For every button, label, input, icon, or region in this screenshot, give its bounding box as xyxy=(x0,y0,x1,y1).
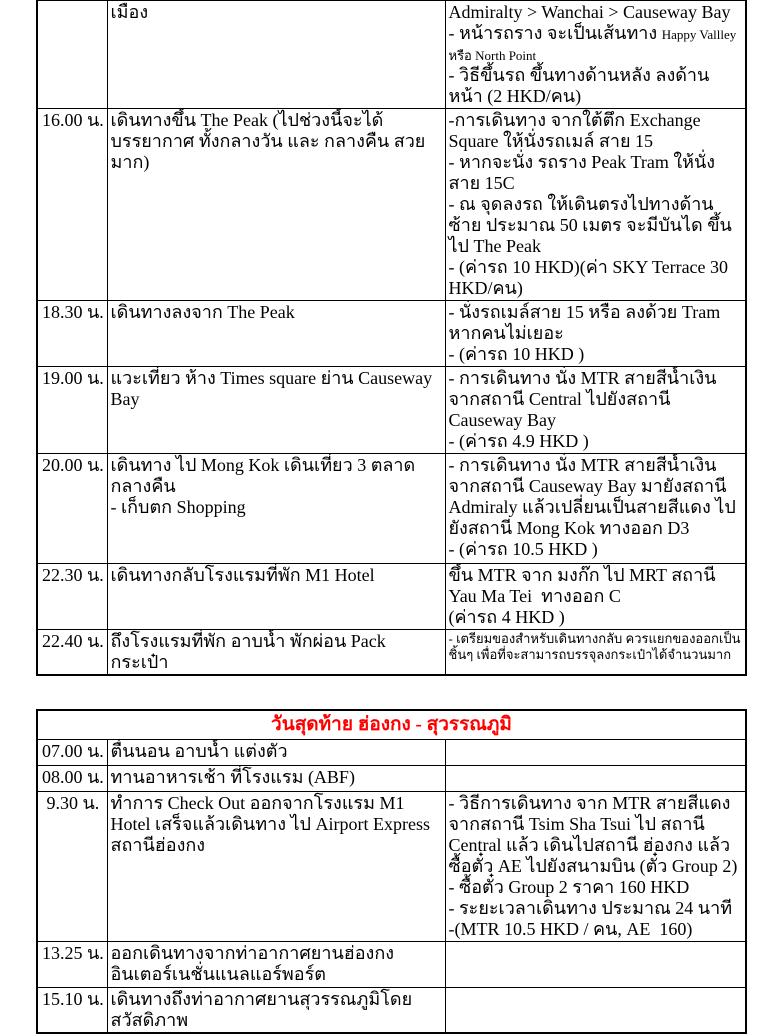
detail-text xyxy=(449,257,743,299)
detail-run: - ระยะเวลาเดินทาง ประมาณ 24 นาที xyxy=(448,898,733,918)
detail-text xyxy=(449,368,743,431)
time-cell: 22.40 น. xyxy=(37,630,107,676)
itinerary-table-last-day xyxy=(36,709,747,1034)
itinerary-table-continued xyxy=(36,0,747,676)
table-row xyxy=(37,1,746,109)
detail-text xyxy=(449,302,743,344)
activity-text: ถึงโรงแรมที่พัก อาบน้ำ พักผ่อน Pack กระเป๋า xyxy=(110,631,391,672)
activity-text: เดินทางกลับโรงแรมที่พัก M1 Hotel xyxy=(110,565,375,585)
table-row xyxy=(37,942,746,988)
detail-run: - เตรียมของสำหรับเดินทางกลับ ควรแยกของออกเป็นชิ้นๆ เพื่อที่จะสามารถบรรจุลงกระเป๋าได้จำนวนมาก xyxy=(448,631,741,662)
activity-cell xyxy=(107,109,445,301)
table-row xyxy=(37,630,746,676)
detail-run: - ซื้อตั๋ว Group 2 ราคา 160 HKD xyxy=(448,877,690,897)
table-title: วันสุดท้าย ฮ่องกง - สุวรรณภูมิ xyxy=(37,710,746,740)
detail-run: - (ค่ารถ 10 HKD)(ค่า SKY Terrace 30 HKD/คน) xyxy=(448,257,733,298)
time-cell: 19.00 น. xyxy=(37,367,107,454)
detail-text xyxy=(449,23,743,65)
detail-run: - การเดินทาง นั่ง MTR สายสีน้ำเงิน จากสถานี Causeway Bay มายังสถานี Admiraly แล้วเปลี่ยนเป็นสายสีแดง ไปยังสถานี Mong Kok ทางออก D3 xyxy=(448,455,736,538)
details-cell xyxy=(445,564,746,630)
table-gap xyxy=(36,676,748,709)
activity-text: เดินทางขึ้น The Peak (ไปช่วงนี้จะได้บรรยากาศ ทั้งกลางวัน และ กลางคืน สวยมาก) xyxy=(110,110,426,172)
table-row xyxy=(37,367,746,454)
detail-text xyxy=(449,607,743,628)
time-cell: 16.00 น. xyxy=(37,109,107,301)
time-cell: 13.25 น. xyxy=(37,942,107,988)
details-cell xyxy=(445,1,746,109)
detail-text xyxy=(449,455,743,539)
table-row xyxy=(37,109,746,301)
details-cell xyxy=(445,988,746,1034)
time-cell: 20.00 น. xyxy=(37,454,107,564)
table-row xyxy=(37,740,746,766)
activity-text: ทำการ Check Out ออกจากโรงแรม M1 Hotel เสร็จแล้วเดินทาง ไป Airport Express สถานีฮ่องกง xyxy=(110,793,435,855)
activity-cell xyxy=(107,564,445,630)
detail-run: -การเดินทาง จากใต้ตึก Exchange Square ให้นั่งรถเมล์ สาย 15 xyxy=(448,110,706,151)
detail-text xyxy=(449,919,743,940)
activity-text: ออกเดินทางจากท่าอากาศยานฮ่องกงอินเตอร์เนชั่นแนลแอร์พอร์ต xyxy=(110,943,395,984)
activity-text: เดินทาง ไป Mong Kok เดินเที่ยว 3 ตลาดกลางคืน xyxy=(110,455,416,496)
detail-text xyxy=(449,194,743,257)
detail-run: - วิธีขึ้นรถ ขึ้นทางด้านหลัง ลงด้านหน้า (2 HKD/คน) xyxy=(448,65,710,106)
detail-run: - (ค่ารถ 10.5 HKD ) xyxy=(448,539,598,559)
activity-cell xyxy=(107,367,445,454)
activity-cell xyxy=(107,301,445,367)
activity-cell xyxy=(107,942,445,988)
detail-run: ขึ้น MTR จาก มงก๊ก ไป MRT สถานี Yau Ma Tei ทางออก C xyxy=(448,565,720,606)
detail-text xyxy=(449,110,743,152)
table-row xyxy=(37,454,746,564)
detail-run: - ณ จุดลงรถ ให้เดินตรงไปทางด้านซ้าย ประมาณ 50 เมตร จะมีบันได ขึ้นไป The Peak xyxy=(448,194,732,256)
detail-text xyxy=(449,65,743,107)
table-row xyxy=(37,792,746,942)
detail-text xyxy=(449,152,743,194)
activity-text: แวะเที่ยว ห้าง Times square ย่าน Causeway Bay xyxy=(110,368,437,409)
activity-cell xyxy=(107,792,445,942)
details-cell xyxy=(445,792,746,942)
detail-text xyxy=(449,539,743,560)
table-row xyxy=(37,766,746,792)
activity-text: ตื่นนอน อาบน้ำ แต่งตัว xyxy=(110,741,288,761)
activity-text: เมือง xyxy=(110,2,149,22)
detail-text xyxy=(449,2,743,23)
detail-run: Happy Vallley หรือ North Point xyxy=(448,27,740,63)
detail-text xyxy=(449,431,743,452)
detail-run: - การเดินทาง นั่ง MTR สายสีน้ำเงินจากสถานี Central ไปยังสถานี Causeway Bay xyxy=(448,368,717,430)
table-row xyxy=(37,988,746,1034)
activity-text: ทานอาหารเช้า ที่โรงแรม (ABF) xyxy=(110,767,355,787)
details-cell xyxy=(445,109,746,301)
detail-text xyxy=(449,793,743,877)
detail-run: -(MTR 10.5 HKD / คน, AE 160) xyxy=(448,919,693,939)
details-cell xyxy=(445,740,746,766)
detail-run: - (ค่ารถ 10 HKD ) xyxy=(448,344,585,364)
details-cell xyxy=(445,942,746,988)
activity-cell xyxy=(107,630,445,676)
detail-text xyxy=(449,898,743,919)
detail-text xyxy=(449,631,743,663)
activity-cell xyxy=(107,740,445,766)
details-cell xyxy=(445,454,746,564)
table-row xyxy=(37,301,746,367)
detail-run: (ค่ารถ 4 HKD ) xyxy=(448,607,565,627)
details-cell xyxy=(445,630,746,676)
activity-text: - เก็บตก Shopping xyxy=(110,497,246,517)
time-cell: 9.30 น. xyxy=(37,792,107,942)
table-row xyxy=(37,564,746,630)
detail-run: - นั่งรถเมล์สาย 15 หรือ ลงด้วย Tram หากคนไม่เยอะ xyxy=(448,302,725,343)
time-cell xyxy=(37,1,107,109)
document-page xyxy=(36,0,748,1034)
detail-text xyxy=(449,565,743,607)
details-cell xyxy=(445,367,746,454)
detail-text xyxy=(449,344,743,365)
activity-text: เดินทางลงจาก The Peak xyxy=(110,302,295,322)
activity-cell xyxy=(107,988,445,1034)
time-cell: 07.00 น. xyxy=(37,740,107,766)
activity-cell xyxy=(107,454,445,564)
time-cell: 18.30 น. xyxy=(37,301,107,367)
time-cell: 08.00 น. xyxy=(37,766,107,792)
details-cell xyxy=(445,766,746,792)
detail-run: - หน้ารถราง จะเป็นเส้นทาง xyxy=(448,23,662,43)
detail-text xyxy=(449,877,743,898)
details-cell xyxy=(445,301,746,367)
time-cell: 22.30 น. xyxy=(37,564,107,630)
time-cell: 15.10 น. xyxy=(37,988,107,1034)
activity-cell xyxy=(107,766,445,792)
detail-run: - (ค่ารถ 4.9 HKD ) xyxy=(448,431,589,451)
detail-run: - วิธีการเดินทาง จาก MTR สายสีแดงจากสถานี Tsim Sha Tsui ไป สถานี Central แล้ว เดินไปสถานี ฮ่องกง แล้วซื้อตั๋ว AE ไปยังสนามบิน (ตั๋ว Group 2) xyxy=(448,793,738,876)
detail-run: - หากจะนั่ง รถราง Peak Tram ให้นั่งสาย 15C xyxy=(448,152,716,193)
activity-cell xyxy=(107,1,445,109)
activity-text: เดินทางถึงท่าอากาศยานสุวรรณภูมิโดยสวัสดิภาพ xyxy=(110,989,413,1030)
detail-run: Admiralty > Wanchai > Causeway Bay xyxy=(448,2,731,22)
